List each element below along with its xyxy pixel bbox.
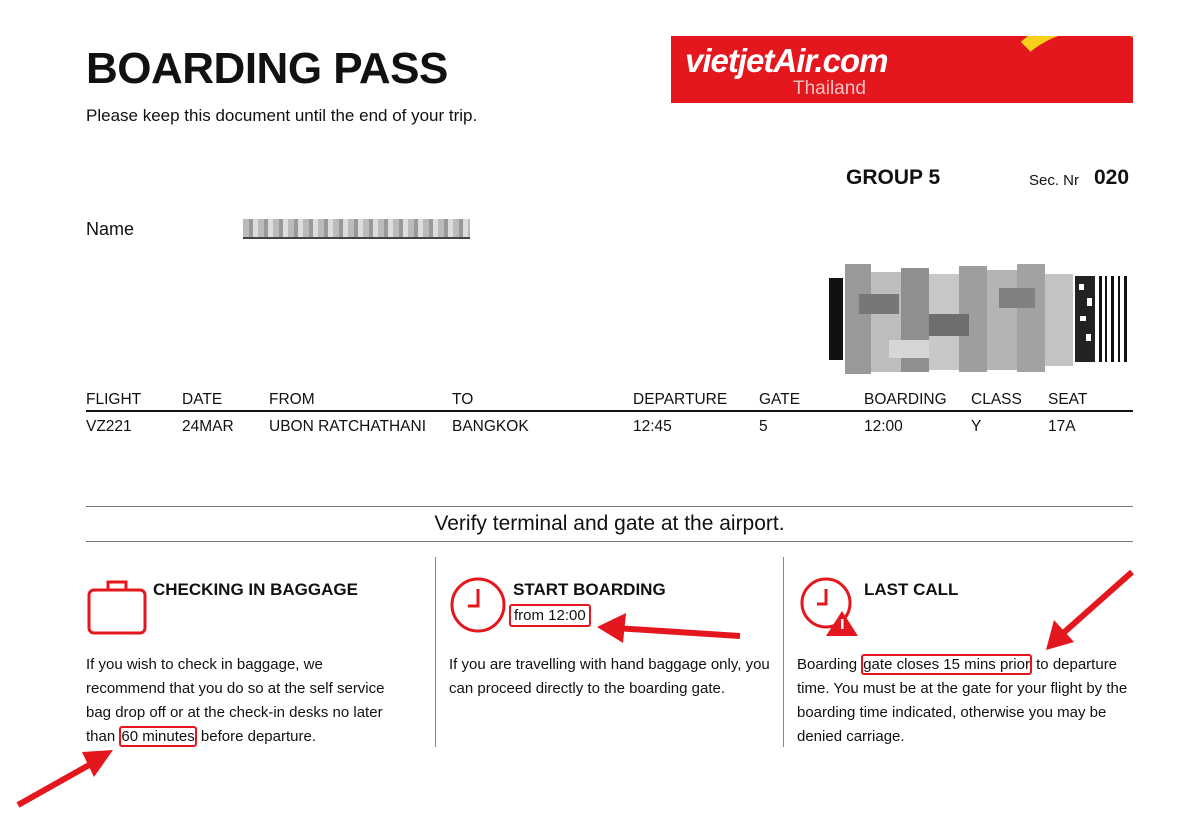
col-header-boarding: BOARDING — [864, 391, 947, 408]
arrow-baggage — [18, 760, 98, 805]
cell-seat: 17A — [1048, 418, 1076, 435]
name-label: Name — [86, 219, 135, 239]
page-subtitle: Please keep this document until the end of your trip. — [86, 106, 478, 125]
col-header-flight: FLIGHT — [86, 391, 142, 408]
col-header-from: FROM — [269, 391, 315, 408]
baggage-highlight: 60 minutes — [121, 728, 195, 745]
baggage-text-after: before departure. — [200, 728, 316, 745]
cell-from: UBON RATCHATHANI — [269, 418, 427, 435]
boarding-title: START BOARDING — [513, 580, 666, 599]
col-header-to: TO — [452, 391, 474, 408]
col-header-gate: GATE — [759, 391, 801, 408]
cell-boarding: 12:00 — [864, 418, 903, 435]
baggage-title: CHECKING IN BAGGAGE — [153, 580, 358, 599]
cell-flight: VZ221 — [86, 418, 132, 435]
sequence-label: Sec. Nr — [1029, 172, 1080, 189]
sequence-value: 020 — [1094, 166, 1130, 189]
page-title: BOARDING PASS — [86, 44, 448, 93]
lastcall-title: LAST CALL — [864, 580, 959, 599]
boarding-text: If you are travelling with hand baggage only, you can proceed directly to the boarding gate. — [449, 656, 770, 697]
verify-notice: Verify terminal and gate at the airport. — [434, 512, 785, 535]
lastcall-text-after: to departure time. You must be at the gate for your flight by the boarding time indicated, otherwise you may be denied carriage. — [797, 656, 1128, 745]
lastcall-text-before: Boarding — [797, 656, 858, 673]
col-header-class: CLASS — [971, 391, 1022, 408]
logo-country: Thailand — [793, 78, 866, 99]
logo-brand: vietjetAir.com — [685, 42, 888, 79]
arrow-lastcall — [1060, 572, 1132, 636]
lastcall-highlight: gate closes 15 mins prior — [863, 656, 1030, 673]
cell-to: BANGKOK — [452, 418, 529, 435]
arrow-boarding — [615, 628, 740, 636]
baggage-text-before: If you wish to check in baggage, we recommend that you do so at the self service bag drop off or at the check-in desks no later than — [86, 656, 385, 745]
cell-class: Y — [971, 418, 982, 435]
cell-departure: 12:45 — [633, 418, 672, 435]
cell-date: 24MAR — [182, 418, 234, 435]
col-header-seat: SEAT — [1048, 391, 1088, 408]
col-header-departure: DEPARTURE — [633, 391, 728, 408]
boarding-group: GROUP 5 — [846, 166, 941, 189]
col-header-date: DATE — [182, 391, 223, 408]
cell-gate: 5 — [759, 418, 768, 435]
boarding-highlight: from 12:00 — [509, 604, 591, 627]
